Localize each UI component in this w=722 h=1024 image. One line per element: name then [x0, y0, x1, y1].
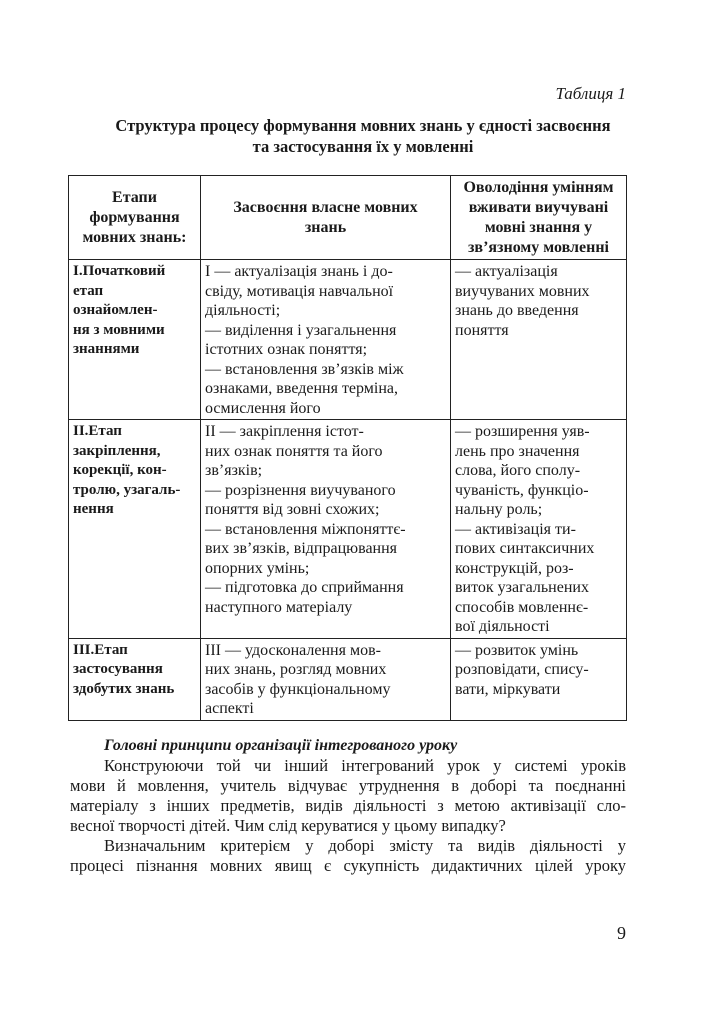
paragraph-line: процесі пізнання мовних явищ є сукупність дидактичних цілей уроку: [70, 856, 626, 875]
cell-line: чуваність, функціо-: [455, 481, 589, 499]
header-line: формування: [89, 209, 180, 226]
cell-line: тролю, узагаль-: [73, 481, 181, 498]
header-line: мовні знання у: [484, 219, 593, 236]
cell-line: опорних умінь;: [205, 559, 310, 577]
cell-line: них ознак поняття та його: [205, 442, 383, 460]
cell-line: наступного матеріалу: [205, 598, 353, 616]
paragraph-line: матеріалу з інших предметів, видів діяльності з метою активізації сло-: [70, 796, 626, 815]
table-title: [70, 115, 656, 157]
stage-cell: [69, 420, 201, 639]
cell-line: II.Етап: [73, 423, 122, 439]
cell-line: III.Етап: [73, 641, 128, 658]
page-number: 9: [617, 923, 626, 943]
cell-line: ознаками, введення терміна,: [205, 380, 399, 397]
cell-line: ня з мовними: [73, 321, 165, 338]
title-line: та застосування їх у мовленні: [252, 137, 474, 156]
stage-cell: [69, 260, 201, 420]
header-stages: [69, 176, 201, 260]
cell-line: аспекті: [205, 700, 254, 717]
table-row: [69, 260, 627, 420]
cell-line: вої діяльності: [455, 618, 550, 635]
cell-line: закріплення,: [73, 442, 161, 459]
cell-line: поняття від зовні схожих;: [205, 501, 380, 518]
cell-line: — підготовка до сприймання: [205, 579, 404, 596]
header-line: зв’язному мовленні: [468, 239, 609, 256]
header-line: Етапи: [112, 189, 157, 206]
cell-line: виток узагальнених: [455, 579, 589, 596]
cell-line: застосування: [73, 661, 163, 677]
cell-line: здобутих знань: [73, 680, 175, 697]
cell-line: знаннями: [73, 341, 140, 357]
cell-line: нальну роль;: [455, 501, 543, 518]
paragraph-2: [70, 836, 626, 876]
cell-line: — розвиток умінь: [455, 641, 579, 659]
cell-line: — розрізнення виучуваного: [205, 481, 396, 499]
cell-line: — встановлення зв’язків між: [205, 360, 404, 378]
cell-line: розповідати, спису-: [455, 661, 589, 678]
cell-line: свіду, мотивація навчальної: [205, 282, 394, 300]
cell-line: діяльності;: [205, 302, 281, 319]
cell-line: III — удосконалення мов-: [205, 641, 381, 659]
table-label: Таблиця 1: [555, 84, 626, 103]
section-subheading: Головні принципи організації інтегрованого уроку: [104, 737, 458, 754]
header-line: вживати виучувані: [468, 199, 609, 216]
cell-line: пових синтаксичних: [455, 540, 595, 557]
cell-line: засобів у функціональному: [205, 680, 391, 698]
header-line: Оволодіння умінням: [463, 179, 614, 196]
cell-line: істотних ознак поняття;: [205, 341, 368, 358]
header-line: Засвоєння власне мовних: [233, 199, 418, 216]
header-line: знань: [304, 219, 347, 236]
cell-line: знань до введення: [455, 302, 579, 319]
table-header-row: [69, 176, 627, 260]
application-cell: [451, 260, 627, 420]
cell-line: поняття: [455, 321, 509, 339]
cell-line: способів мовленнє-: [455, 598, 589, 616]
cell-line: конструкцій, роз-: [455, 559, 574, 577]
table-row: [69, 420, 627, 639]
paragraph-line: мови й мовлення, учитель відчуває утруднення в доборі та поєднанні: [70, 776, 626, 795]
paragraph-line: Визначальним критерієм у доборі змісту та видів діяльності у: [104, 836, 626, 855]
cell-line: — встановлення міжпоняттє-: [205, 520, 406, 538]
acquisition-cell: [201, 638, 451, 720]
paragraph-line: весної творчості дітей. Чим слід керуватися у цьому випадку?: [70, 816, 506, 835]
cell-line: ознайомлен-: [73, 302, 158, 318]
cell-line: зв’язків;: [205, 462, 263, 479]
table-row: [69, 638, 627, 720]
cell-line: них знань, розгляд мовних: [205, 661, 387, 678]
paragraph-1: [70, 756, 626, 836]
cell-line: — розширення уяв-: [455, 423, 590, 440]
header-acquisition: [201, 176, 451, 260]
structure-table: [68, 175, 627, 721]
header-application: [451, 176, 627, 260]
cell-line: вих зв’язків, відпрацювання: [205, 540, 398, 557]
cell-line: корекції, кон-: [73, 462, 167, 478]
stage-cell: [69, 638, 201, 720]
cell-line: лень про значення: [455, 442, 580, 460]
paragraph-line: Конструюючи той чи інший інтегрований урок у системі уроків: [104, 756, 626, 775]
cell-line: нення: [73, 501, 114, 517]
cell-line: слова, його сполу-: [455, 462, 581, 479]
cell-line: виучуваних мовних: [455, 282, 590, 300]
application-cell: [451, 638, 627, 720]
cell-line: осмислення його: [205, 399, 321, 417]
cell-line: I.Початковий: [73, 263, 166, 279]
cell-line: етап: [73, 282, 104, 299]
cell-line: — актуалізація: [455, 263, 558, 280]
cell-line: вати, міркувати: [455, 680, 561, 698]
title-line: Структура процесу формування мовних знань у єдності засвоєння: [115, 116, 611, 135]
acquisition-cell: [201, 420, 451, 639]
cell-line: — активізація ти-: [455, 520, 576, 538]
acquisition-cell: [201, 260, 451, 420]
cell-line: I — актуалізація знань і до-: [205, 263, 393, 280]
application-cell: [451, 420, 627, 639]
header-line: мовних знань:: [82, 229, 187, 246]
cell-line: II — закріплення істот-: [205, 423, 364, 440]
cell-line: — виділення і узагальнення: [205, 321, 397, 339]
